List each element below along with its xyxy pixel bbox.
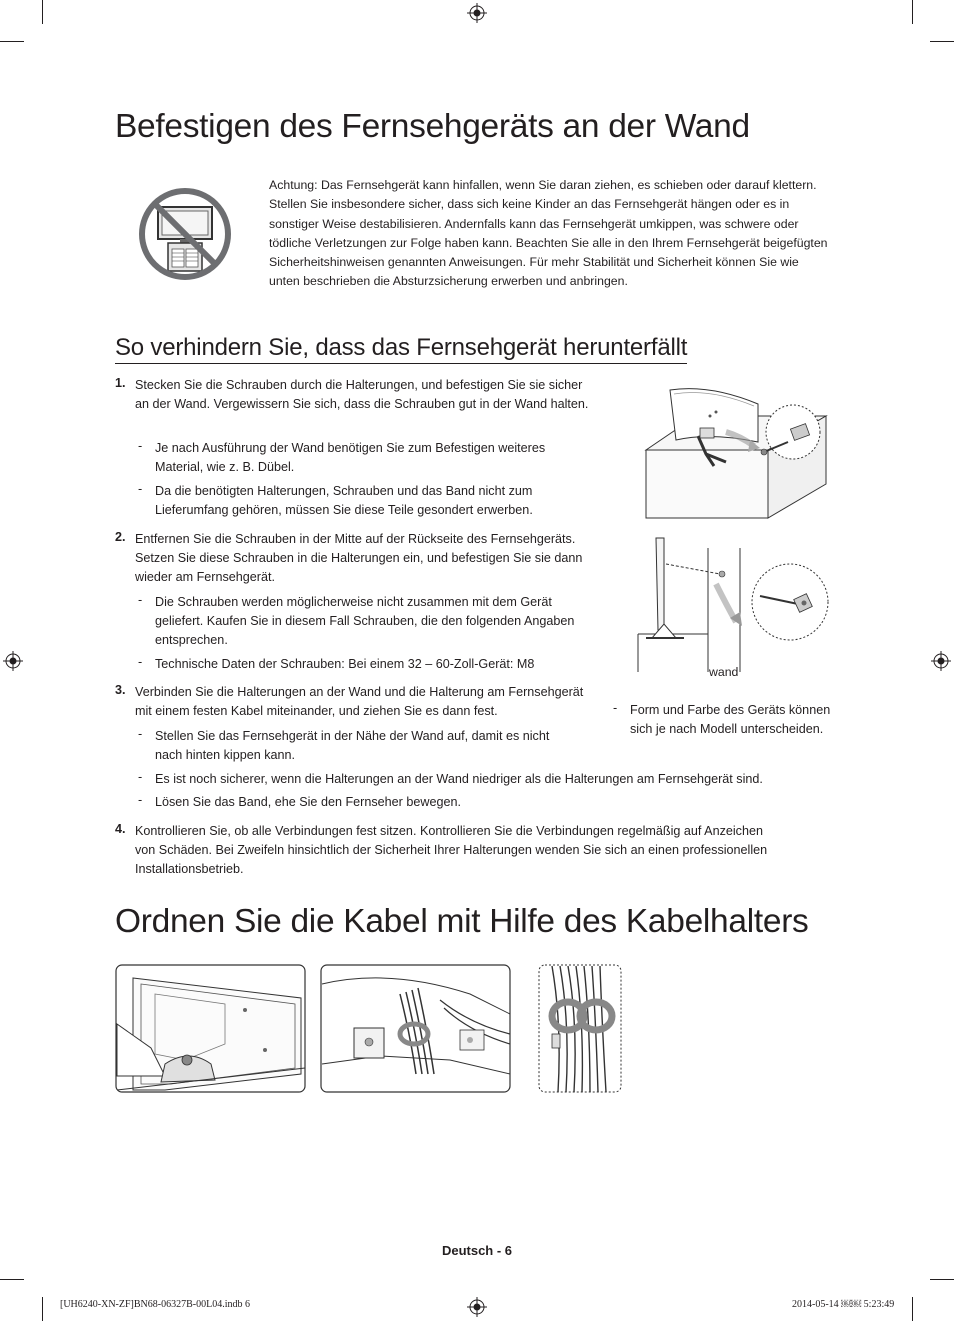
step-note: Je nach Ausführung der Wand benötigen Sie zum Befestigen weiteres Material, wie z. B. Dübel.	[155, 441, 546, 475]
crop-mark	[42, 0, 43, 24]
step-note: Stellen Sie das Fernsehgerät in der Nähe der Wand auf, damit es nicht nach hinten kippen kann.	[155, 729, 550, 763]
note-dash: -	[138, 439, 143, 453]
note-dash: -	[138, 727, 143, 741]
step-text: Entfernen Sie die Schrauben in der Mitte auf der Rückseite des Fernsehgeräts. Setzen Sie diese Schrauben in die Halterungen ein, und befestigen Sie sie dann wieder am Fernsehgerät.	[135, 532, 583, 585]
figure-note: Form und Farbe des Geräts können sich je nach Modell unterscheiden.	[630, 703, 831, 737]
note-dash: -	[613, 701, 618, 715]
step-note: Es ist noch sicherer, wenn die Halterungen an der Wand niedriger als die Halterungen am Fernsehgerät sind.	[155, 772, 763, 786]
crop-mark	[0, 1279, 24, 1280]
crop-mark	[930, 1279, 954, 1280]
cable-holder-illustration-detail	[538, 964, 622, 1094]
tv-stand-bracket-illustration	[640, 380, 840, 520]
step-note: Da die benötigten Halterungen, Schrauben und das Band nicht zum Lieferumfang gehören, müssen Sie diese Teile gesondert erwerben.	[155, 484, 533, 518]
step-number: 2.	[115, 530, 126, 544]
crop-mark	[912, 0, 913, 24]
step-text: Stecken Sie die Schrauben durch die Halterungen, und befestigen Sie sie sicher an der Wand. Vergewissern Sie sich, dass die Schrauben gut in der Wand halten.	[135, 378, 589, 412]
wall-label: wand	[709, 665, 739, 679]
registration-mark-icon	[931, 651, 951, 671]
print-datetime: 2014-05-14 ￼￼ 5:23:49	[792, 1299, 895, 1310]
registration-mark-icon	[467, 1297, 487, 1317]
crop-mark	[42, 1297, 43, 1321]
note-dash: -	[138, 482, 143, 496]
print-file-info: [UH6240-XN-ZF]BN68-06327B-00L04.indb 6	[60, 1299, 250, 1310]
step-number: 4.	[115, 822, 126, 836]
crop-mark	[0, 41, 24, 42]
note-dash: -	[138, 593, 143, 607]
page-title: Befestigen des Fernsehgeräts an der Wand	[115, 108, 750, 145]
note-dash: -	[138, 793, 143, 807]
note-dash: -	[138, 655, 143, 669]
tv-wall-cable-illustration	[636, 534, 836, 674]
step-note: Technische Daten der Schrauben: Bei einem 32 – 60-Zoll-Gerät: M8	[155, 657, 535, 671]
safety-warning: Achtung: Das Fernsehgerät kann hinfallen, wenn Sie daran ziehen, es schieben oder darauf klettern. Stellen Sie insbesondere sicher, dass sich keine Kinder an das Fernsehgerät hängen oder es in sonstiger Weise destabilisieren. Andernfalls kann das Fernsehgerät umkippen, was schwere oder tödliche Verletzungen zur Folge haben kann. Beachten Sie alle in den Ihrem Fernsehgerät beigefügten Sicherheitshinweisen genannten Anweisungen. Für mehr Stabilität und Sicherheit können Sie wie unten beschrieben die Absturzsicherung erwerben und anbringen.	[269, 178, 828, 289]
cable-holder-illustration-back	[115, 964, 306, 1094]
registration-mark-icon	[3, 651, 23, 671]
note-dash: -	[138, 770, 143, 784]
crop-mark	[930, 41, 954, 42]
page-number: Deutsch - 6	[441, 1243, 513, 1258]
no-climbing-icon	[138, 187, 232, 281]
step-text: Verbinden Sie die Halterungen an der Wand und die Halterung am Fernsehgerät mit einem festen Kabel miteinander, und ziehen Sie es dann fest.	[135, 685, 584, 719]
step-number: 1.	[115, 376, 126, 390]
section-heading: So verhindern Sie, dass das Fernsehgerät herunterfällt	[115, 334, 687, 364]
registration-mark-icon	[467, 3, 487, 23]
step-number: 3.	[115, 683, 126, 697]
cable-holder-illustration-stand	[320, 964, 511, 1094]
step-note: Die Schrauben werden möglicherweise nicht zusammen mit dem Gerät geliefert. Kaufen Sie in diesem Fall Schrauben, die den folgenden Angaben entsprechen.	[155, 595, 575, 648]
step-text: Kontrollieren Sie, ob alle Verbindungen fest sitzen. Kontrollieren Sie die Verbindungen regelmäßig auf Anzeichen von Schäden. Bei Zweifeln hinsichtlich der Sicherheit Ihrer Halterungen wenden Sie sich an einen professionellen Installationsbetrieb.	[135, 824, 768, 877]
step-note: Lösen Sie das Band, ehe Sie den Fernseher bewegen.	[155, 795, 461, 809]
section-title: Ordnen Sie die Kabel mit Hilfe des Kabelhalters	[115, 903, 809, 940]
crop-mark	[912, 1297, 913, 1321]
